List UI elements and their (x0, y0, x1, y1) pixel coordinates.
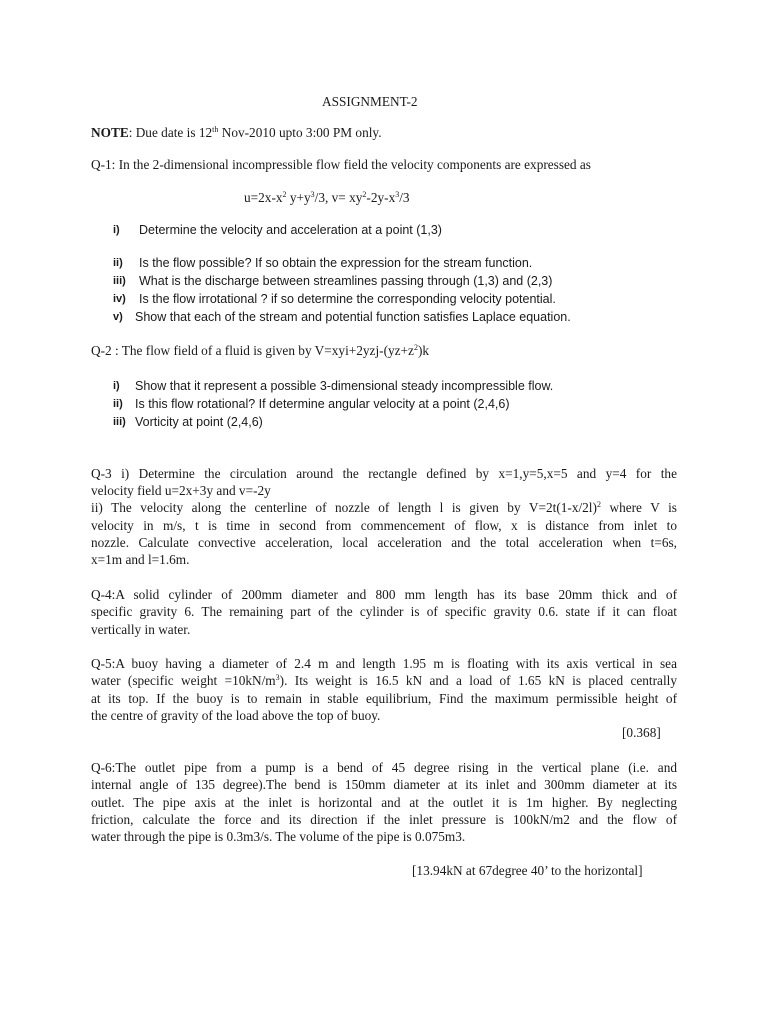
list-item: Show that it represent a possible 3-dimensional steady incompressible flow. (135, 379, 554, 393)
q1-intro: Q-1: In the 2-dimensional incompressible flow field the velocity components are expressed as (91, 157, 591, 172)
list-item-number: iii) (113, 275, 126, 287)
q4-line: vertically in water. (91, 622, 191, 637)
list-item: Determine the velocity and acceleration at a point (1,3) (139, 223, 442, 237)
q3-line: velocity in m/s, t is time in second from commencement of flow, x is distance from inlet to (91, 518, 677, 533)
q5-line: water (specific weight $=10kN/m^3$). Its weight is 16.5 kN and a load of 1.65 kN is placed centrally (91, 673, 677, 688)
q5-line: the centre of gravity of the load above the top of buoy. (91, 708, 381, 723)
list-item-number: iii) (113, 416, 126, 428)
note-label: NOTE (91, 125, 129, 140)
q5-answer: [0.368] (622, 725, 661, 740)
q5-line: Q-5:A buoy having a diameter of 2.4 m and length 1.95 m is floating with its axis vertical in sea (91, 656, 677, 671)
q2-intro: Q-2 : The flow field of a fluid is given by $V=xyi+2yzj-(yz+z^2)k$ (91, 343, 430, 358)
list-item-number: i) (113, 224, 120, 236)
q6-answer: [13.94kN at 67degree 40’ to the horizontal] (412, 863, 643, 878)
q3-line: velocity field u=2x+3y and v=-2y (91, 483, 271, 498)
list-item-number: i) (113, 380, 120, 392)
list-item: Show that each of the stream and potential function satisfies Laplace equation. (135, 310, 571, 324)
q3-line: nozzle. Calculate convective acceleration, local acceleration and the total acceleration when t=6s, (91, 535, 677, 550)
list-item-number: v) (113, 311, 123, 323)
q4-line: Q-4:A solid cylinder of 200mm diameter and 800 mm length has its base 20mm thick and of (91, 587, 677, 602)
q4-line: specific gravity 6. The remaining part of the cylinder is of specific gravity 0.6. state if it can float (91, 604, 677, 619)
list-item: What is the discharge between streamlines passing through (1,3) and (2,3) (139, 274, 553, 288)
list-item-number: ii) (113, 257, 123, 269)
list-item: Is the flow possible? If so obtain the expression for the stream function. (139, 256, 533, 270)
q6-line: outlet. The pipe axis at the inlet is horizontal and at the outlet it is 1m higher. By neglecting (91, 795, 677, 810)
list-item-number: iv) (113, 293, 126, 305)
list-item: Vorticity at point (2,4,6) (135, 415, 263, 429)
q6-line: friction, calculate the force and its direction if the inlet pressure is 100kN/m2 and the flow of (91, 812, 677, 827)
q3-line: ii) The velocity along the centerline of nozzle of length l is given by $V=2t(1-x/2l)^2$ where V is (91, 500, 677, 515)
q5-line: at its top. If the buoy is to remain in stable equilibrium, Find the maximum permissible height of (91, 691, 677, 706)
q3-line: x=1m and l=1.6m. (91, 552, 190, 567)
q3-line: Q-3 i) Determine the circulation around the rectangle defined by x=1,y=5,x=5 and y=4 for the (91, 466, 677, 481)
list-item: Is the flow irrotational ? if so determine the corresponding velocity potential. (139, 292, 556, 306)
q6-line: Q-6:The outlet pipe from a pump is a bend of 45 degree rising in the vertical plane (i.e. and (91, 760, 677, 775)
due-date-note: NOTE: Due date is 12th Nov-2010 upto 3:00 PM only. (91, 125, 382, 140)
list-item-number: ii) (113, 398, 123, 410)
q1-velocity-equation: $u=2x-x^2$ $y+y^3/3$, $v= xy^2-2y-x^3/3$ (244, 190, 410, 205)
q6-line: water through the pipe is 0.3m3/s. The volume of the pipe is 0.075m3. (91, 829, 466, 844)
page-title: ASSIGNMENT-2 (322, 94, 418, 109)
q6-line: internal angle of 135 degree).The bend is 150mm diameter at its inlet and 300mm diameter at its (91, 777, 677, 792)
list-item: Is this flow rotational? If determine angular velocity at a point (2,4,6) (135, 397, 510, 411)
